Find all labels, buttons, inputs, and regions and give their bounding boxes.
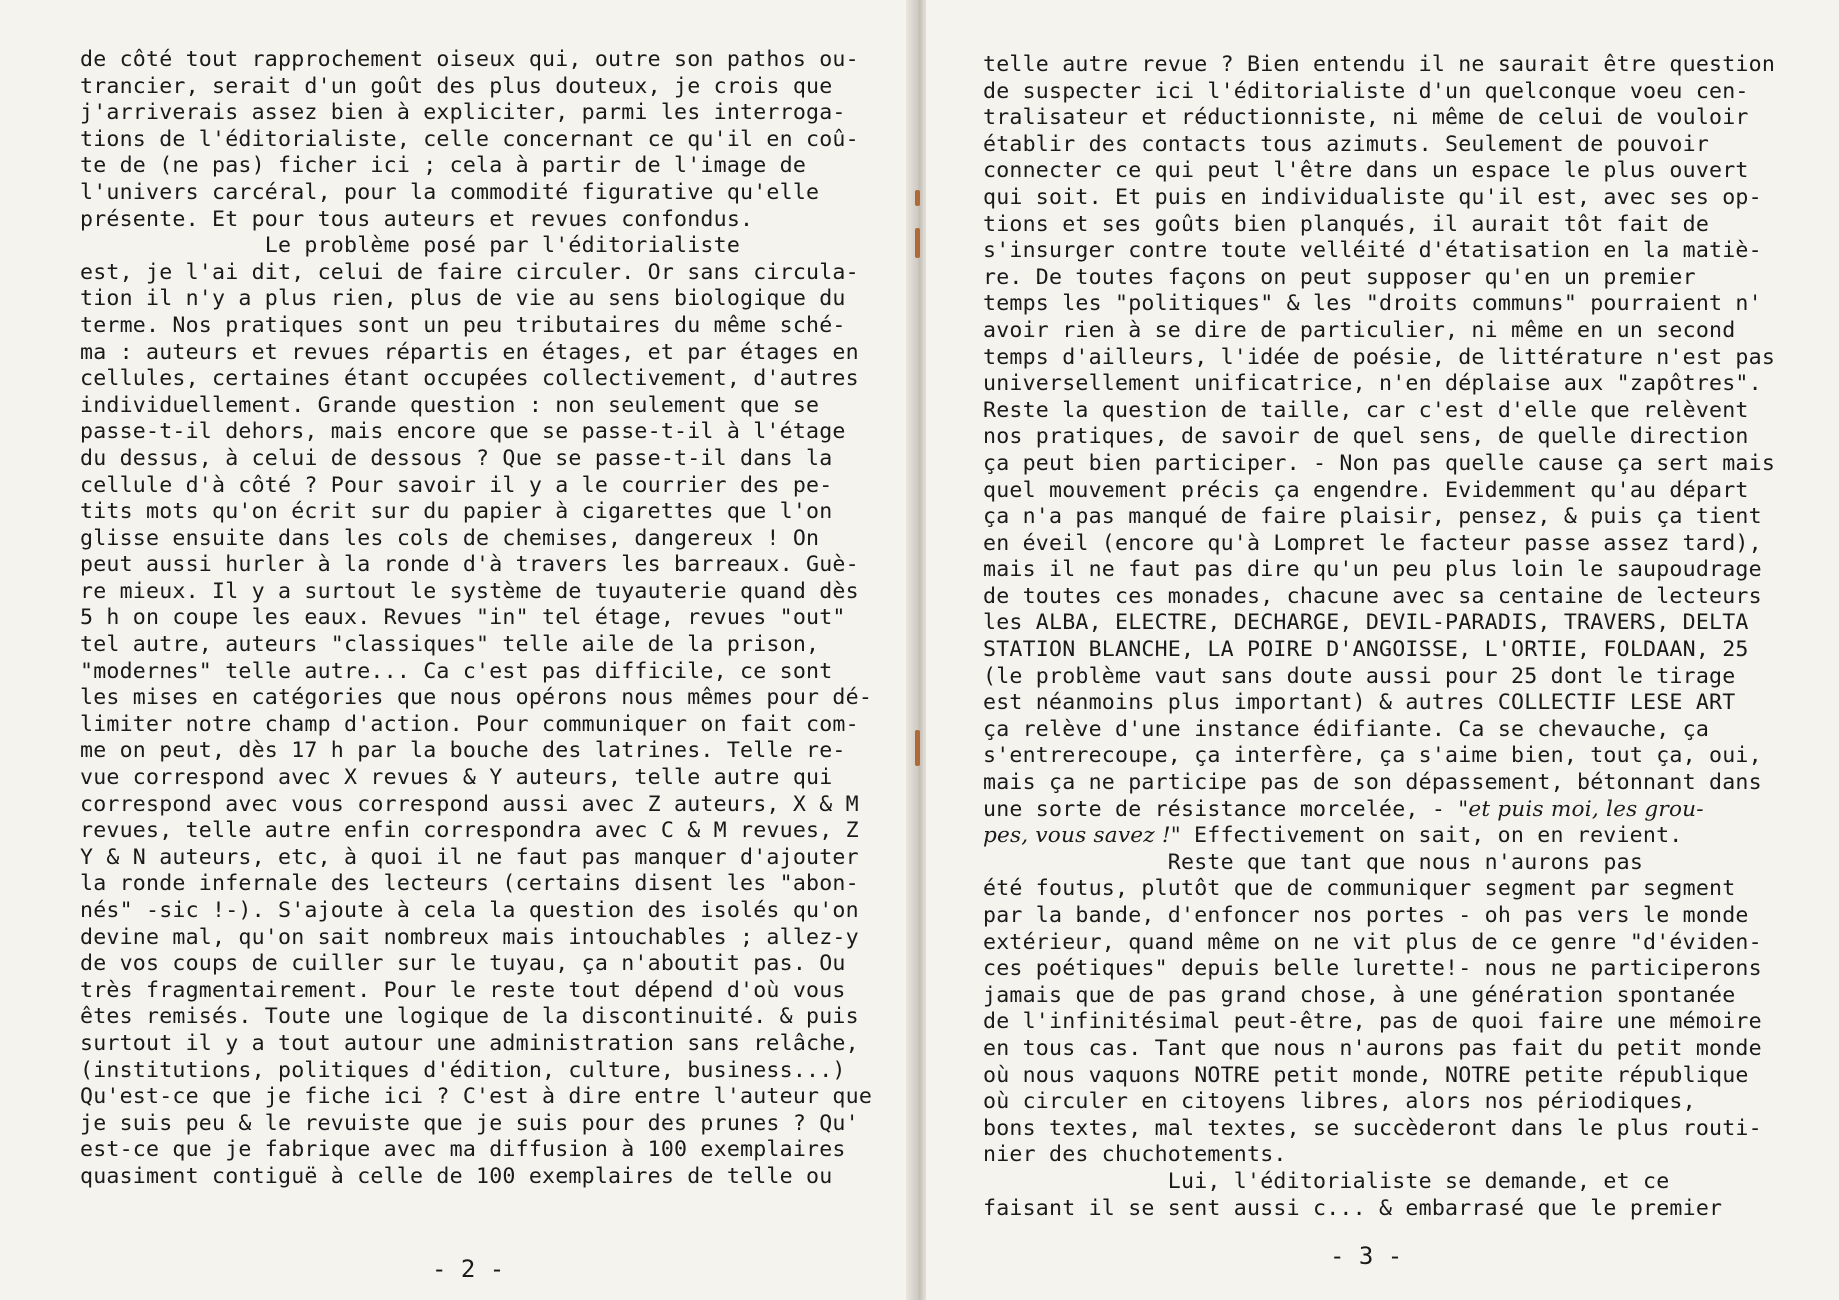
text-line: qui soit. Et puis en individualiste qu'il est, avec ses op- bbox=[983, 184, 1762, 210]
quoted-speech: "et puis moi, les grou- bbox=[1458, 796, 1704, 822]
text-line: est-ce que je fabrique avec ma diffusion à 100 exemplaires bbox=[80, 1137, 846, 1163]
text-line: trancier, serait d'un goût des plus douteux, je crois que bbox=[80, 73, 833, 99]
staple-mark bbox=[915, 228, 920, 258]
page-number-right: - 3 - bbox=[1330, 1242, 1403, 1270]
text-line: 5 h on coupe les eaux. Revues "in" tel étage, revues "out" bbox=[80, 605, 846, 631]
text-line: mais il ne faut pas dire qu'un peu plus loin le saupoudrage bbox=[983, 557, 1762, 583]
right-page bbox=[926, 0, 1839, 1300]
text-line: les ALBA, ELECTRE, DECHARGE, DEVIL-PARADIS, TRAVERS, DELTA bbox=[983, 610, 1749, 636]
text-line: jamais que de pas grand chose, à une génération spontanée bbox=[983, 982, 1736, 1008]
text-line: présente. Et pour tous auteurs et revues confondus. bbox=[80, 206, 754, 232]
text-line: cellules, certaines étant occupées collectivement, d'autres bbox=[80, 366, 859, 392]
text-line: tions et ses goûts bien planqués, il aurait tôt fait de bbox=[983, 211, 1710, 237]
text-line: établir des contacts tous azimuts. Seulement de pouvoir bbox=[983, 131, 1710, 157]
text-line: cellule d'à côté ? Pour savoir il y a le courrier des pe- bbox=[80, 472, 833, 498]
text-line: re. De toutes façons on peut supposer qu'en un premier bbox=[983, 264, 1696, 290]
text-line: re mieux. Il y a surtout le système de tuyauterie quand dès bbox=[80, 578, 859, 604]
text-line: avoir rien à se dire de particulier, ni même en un second bbox=[983, 317, 1736, 343]
text-line: Qu'est-ce que je fiche ici ? C'est à dire entre l'auteur que bbox=[80, 1084, 873, 1110]
text-line: Reste que tant que nous n'aurons pas bbox=[983, 849, 1644, 875]
text-line: STATION BLANCHE, LA POIRE D'ANGOISSE, L'ORTIE, FOLDAAN, 25 bbox=[983, 637, 1749, 663]
page-number-left: - 2 - bbox=[432, 1255, 505, 1283]
text-line: (institutions, politiques d'édition, culture, business...) bbox=[80, 1057, 846, 1083]
text-line: ça relève d'une instance édifiante. Ca se chevauche, ça bbox=[983, 716, 1710, 742]
text-line: est, je l'ai dit, celui de faire circuler. Or sans circula- bbox=[80, 259, 859, 285]
text-line: de côté tout rapprochement oiseux qui, outre son pathos ou- bbox=[80, 47, 859, 72]
text-line: de l'infinitésimal peut-être, pas de quoi faire une mémoire bbox=[983, 1009, 1762, 1035]
text-line: surtout il y a tout autour une administration sans relâche, bbox=[80, 1030, 859, 1056]
text-line: terme. Nos pratiques sont un peu tributaires du même sché- bbox=[80, 312, 846, 338]
text-line: été foutus, plutôt que de communiquer segment par segment bbox=[983, 876, 1736, 902]
text-line: universellement unificatrice, n'en déplaise aux "zapôtres". bbox=[983, 371, 1762, 397]
text-line: quel mouvement précis ça engendre. Evidemment qu'au départ bbox=[983, 477, 1749, 503]
text-line: en éveil (encore qu'à Lompret le facteur passe assez tard), bbox=[983, 530, 1762, 556]
text-line: tion il n'y a plus rien, plus de vie au sens biologique du bbox=[80, 286, 846, 312]
text-line: tralisateur et réductionniste, ni même de celui de vouloir bbox=[983, 105, 1749, 131]
text-line: mais ça ne participe pas de son dépassement, bétonnant dans bbox=[983, 770, 1762, 796]
text-line: de toutes ces monades, chacune avec sa centaine de lecteurs bbox=[983, 583, 1762, 609]
text-line: connecter ce qui peut l'être dans un espace le plus ouvert bbox=[983, 158, 1749, 184]
text-line: glisse ensuite dans les cols de chemises, dangereux ! On bbox=[80, 525, 820, 551]
text-line: ma : auteurs et revues répartis en étages, et par étages en bbox=[80, 339, 859, 365]
text-line: Reste la question de taille, car c'est d'elle que relèvent bbox=[983, 397, 1749, 423]
text-line: est néanmoins plus important) & autres COLLECTIF LESE ART bbox=[983, 690, 1736, 716]
text-line: correspond avec vous correspond aussi avec Z auteurs, X & M bbox=[80, 791, 859, 817]
text-line: bons textes, mal textes, se succèderont dans le plus routi- bbox=[983, 1115, 1762, 1141]
text-line: s'insurger contre toute velléité d'étatisation en la matiè- bbox=[983, 238, 1762, 264]
text-line: Le problème posé par l'éditorialiste bbox=[80, 233, 741, 259]
text-line: de vos coups de cuiller sur le tuyau, ça n'aboutit pas. Ou bbox=[80, 951, 846, 977]
text-line: faisant il se sent aussi c... & embarrasé que le premier bbox=[983, 1195, 1723, 1221]
left-page bbox=[0, 0, 912, 1300]
text-line: temps d'ailleurs, l'idée de poésie, de littérature n'est pas bbox=[983, 344, 1776, 370]
text-line: tions de l'éditorialiste, celle concernant ce qu'il en coû- bbox=[80, 126, 859, 152]
text-line: où nous vaquons NOTRE petit monde, NOTRE petite république bbox=[983, 1062, 1749, 1088]
text-line: en tous cas. Tant que nous n'aurons pas fait du petit monde bbox=[983, 1035, 1762, 1061]
text-line: devine mal, qu'on sait nombreux mais intouchables ; allez-y bbox=[80, 924, 859, 950]
text-line: temps les "politiques" & les "droits communs" pourraient n' bbox=[983, 291, 1762, 317]
text-line: telle autre revue ? Bien entendu il ne saurait être question bbox=[983, 52, 1776, 77]
text-line: revues, telle autre enfin correspondra avec C & M revues, Z bbox=[80, 818, 859, 844]
text-line: peut aussi hurler à la ronde d'à travers les barreaux. Guè- bbox=[80, 552, 859, 578]
text-line: très fragmentairement. Pour le reste tout dépend d'où vous bbox=[80, 977, 846, 1003]
text-line: tits mots qu'on écrit sur du papier à cigarettes que l'on bbox=[80, 499, 833, 525]
text-line: (le problème vaut sans doute aussi pour 25 dont le tirage bbox=[983, 663, 1736, 689]
line-text: Effectivement on sait, on en revient. bbox=[1180, 823, 1683, 849]
right-page-text bbox=[983, 52, 1775, 1222]
text-line: te de (ne pas) ficher ici ; cela à partir de l'image de bbox=[80, 153, 807, 179]
text-line: "modernes" telle autre... Ca c'est pas difficile, ce sont bbox=[80, 658, 833, 684]
text-line: passe-t-il dehors, mais encore que se passe-t-il à l'étage bbox=[80, 419, 846, 445]
text-line: êtes remisés. Toute une logique de la discontinuité. & puis bbox=[80, 1004, 859, 1030]
line-text: une sorte de résistance morcelée, - bbox=[983, 796, 1459, 822]
text-line bbox=[983, 823, 1775, 850]
text-line: la ronde infernale des lecteurs (certains disent les "abon- bbox=[80, 871, 859, 897]
staple-mark bbox=[915, 730, 920, 766]
text-line: nos pratiques, de savoir de quel sens, de quelle direction bbox=[983, 424, 1749, 450]
text-line: par la bande, d'enfoncer nos portes - oh pas vers le monde bbox=[983, 903, 1749, 928]
text-line: Lui, l'éditorialiste se demande, et ce bbox=[983, 1168, 1670, 1194]
text-line: nier des chuchotements. bbox=[983, 1142, 1287, 1168]
text-line: nés" -sic !-). S'ajoute à cela la question des isolés qu'on bbox=[80, 898, 859, 923]
text-line: quasiment contiguë à celle de 100 exemplaires de telle ou bbox=[80, 1163, 833, 1189]
text-line: ces poétiques" depuis belle lurette!- nous ne participerons bbox=[983, 956, 1762, 982]
text-line: les mises en catégories que nous opérons nous mêmes pour dé- bbox=[80, 685, 873, 711]
text-line: me on peut, dès 17 h par la bouche des latrines. Telle re- bbox=[80, 738, 846, 764]
text-line: l'univers carcéral, pour la commodité figurative qu'elle bbox=[80, 179, 820, 205]
text-line: tel autre, auteurs "classiques" telle aile de la prison, bbox=[80, 632, 820, 658]
quoted-speech: pes, vous savez !" bbox=[983, 823, 1181, 849]
text-line: vue correspond avec X revues & Y auteurs, telle autre qui bbox=[80, 765, 833, 791]
text-line: je suis peu & le revuiste que je suis pour des prunes ? Qu' bbox=[80, 1110, 859, 1136]
text-line: ça n'a pas manqué de faire plaisir, pensez, & puis ça tient bbox=[983, 504, 1762, 530]
text-line: ça peut bien participer. - Non pas quelle cause ça sert mais bbox=[983, 450, 1776, 476]
text-line: s'entrerecoupe, ça interfère, ça s'aime bien, tout ça, oui, bbox=[983, 743, 1762, 769]
text-line: limiter notre champ d'action. Pour communiquer on fait com- bbox=[80, 711, 859, 737]
left-page-text bbox=[80, 47, 872, 1191]
text-line: extérieur, quand même on ne vit plus de ce genre "d'éviden- bbox=[983, 929, 1762, 955]
text-line: où circuler en citoyens libres, alors nos périodiques, bbox=[983, 1089, 1696, 1115]
text-line: Y & N auteurs, etc, à quoi il ne faut pas manquer d'ajouter bbox=[80, 844, 859, 870]
text-line: de suspecter ici l'éditorialiste d'un quelconque voeu cen- bbox=[983, 78, 1749, 104]
text-line: j'arriverais assez bien à expliciter, parmi les interroga- bbox=[80, 100, 846, 126]
text-line: du dessus, à celui de dessous ? Que se passe-t-il dans la bbox=[80, 445, 833, 471]
staple-mark bbox=[915, 190, 920, 206]
text-line: individuellement. Grande question : non seulement que se bbox=[80, 392, 820, 418]
text-line bbox=[983, 797, 1775, 824]
